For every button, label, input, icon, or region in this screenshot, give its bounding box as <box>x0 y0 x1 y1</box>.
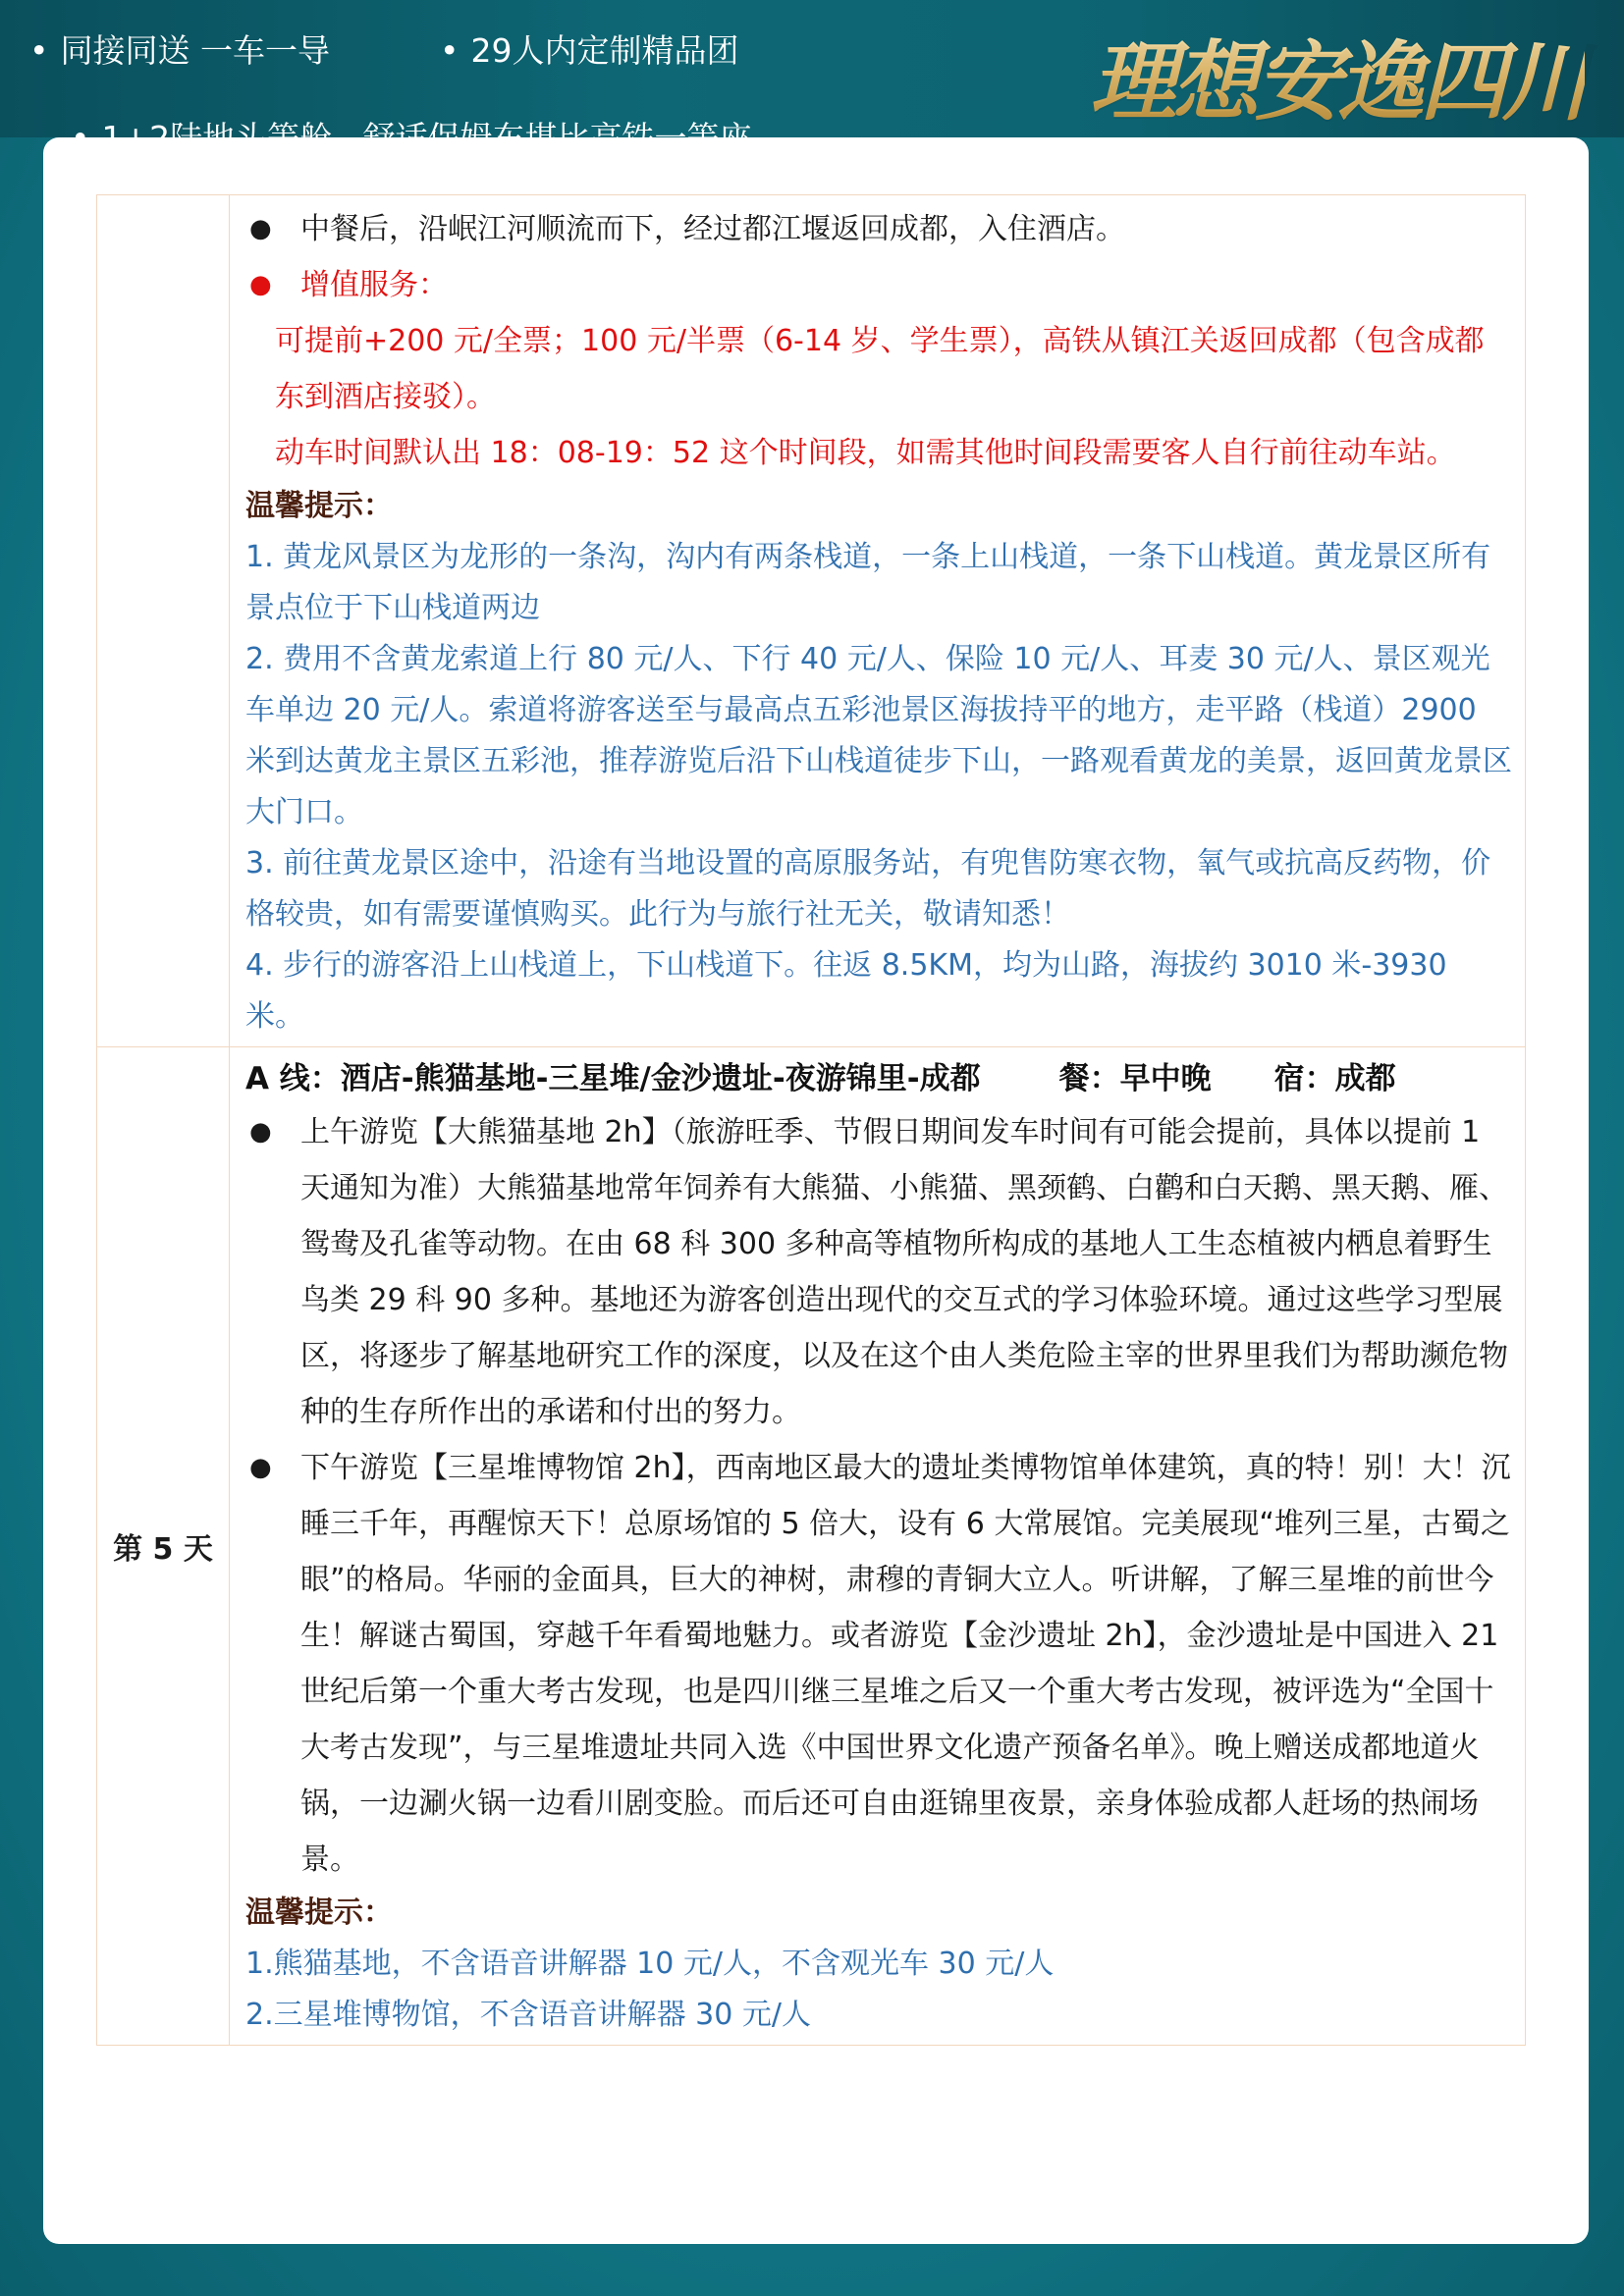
stay-text: 宿：成都 <box>1273 1061 1396 1096</box>
itinerary-card <box>43 137 1589 2244</box>
bullet-text: 下午游览【三星堆博物馆 2h】，西南地区最大的遗址类博物馆单体建筑，真的特！别！大！沉睡三千年，再醒惊天下！总原场馆的 5 倍大，设有 6 大常展馆。完美展现“堆列三星，古蜀之眼”的格局。华丽的金面具，巨大的神树，肃穆的青铜大立人。听讲解，了解三星堆的前世今生！解谜古蜀国，穿越千年看蜀地魅力。或者游览【金沙遗址 2h】，金沙遗址是中国进入 21 世纪后第一个重大考古发现，也是四川继三星堆之后又一个重大考古发现，被评选为“全国十大考古发现”，与三星堆遗址共同入选《中国世界文化遗产预备名单》。晚上赠送成都地道火锅，一边涮火锅一边看川剧变脸。而后还可自由逛锦里夜景，亲身体验成都人赶场的热闹场景。 <box>300 1451 1511 1877</box>
itinerary-table <box>96 194 1526 2046</box>
tips-title: 温馨提示： <box>245 1896 393 1930</box>
tips-title: 温馨提示： <box>245 489 393 523</box>
value-service-heading <box>245 257 1513 313</box>
value-service-text-2: 动车时间默认出 18：08-19：52 这个时间段，如需其他时间段需要客人自行前往动车站。 <box>275 436 1456 470</box>
table-row-day4-cont <box>97 195 1526 1047</box>
tip-item: 3. 前往黄龙景区途中，沿途有当地设置的高原服务站，有兜售防寒衣物，氧气或抗高反药物，价格较贵，如有需要谨慎购买。此行为与旅行社无关，敬请知悉！ <box>245 846 1491 932</box>
tip-item: 2. 费用不含黄龙索道上行 80 元/人、下行 40 元/人、保险 10 元/人、耳麦 30 元/人、景区观光车单边 20 元/人。索道将游客送至与最高点五彩池景区海拔持平的地方，走平路（栈道）2900 米到达黄龙主景区五彩池，推荐游览后沿下山栈道徒步下山，一路观看黄龙的美景，返回黄龙景区大门口。 <box>245 642 1512 829</box>
brand-title: 理想安逸四川 <box>1090 14 1585 137</box>
bullet-dot-icon: • <box>440 31 460 70</box>
table-row-day5 <box>97 1047 1526 2046</box>
day-label: 第 5 天 <box>97 1047 230 2046</box>
day5-content <box>230 1047 1526 2046</box>
day-cell-empty <box>97 195 230 1047</box>
list-item <box>245 1104 1513 1440</box>
value-service-title: 增值服务： <box>300 268 448 302</box>
tip-item: 4. 步行的游客沿上山栈道上，下山栈道下。往返 8.5KM，均为山路，海拔约 3010 米-3930 米。 <box>245 948 1447 1034</box>
bullet-icon: ● <box>249 1453 272 1482</box>
header-text: 29人内定制精品团 <box>470 31 739 70</box>
day4-content <box>230 195 1526 1047</box>
header-line-1-right <box>440 26 738 72</box>
bullet-icon: ● <box>249 1117 272 1147</box>
header-banner <box>0 0 1624 137</box>
value-service-text-1: 可提前+200 元/全票；100 元/半票（6-14 岁、学生票），高铁从镇江关返回成都（包含成都东到酒店接驳）。 <box>275 324 1485 414</box>
route-text: A 线：酒店-熊猫基地-三星堆/金沙遗址-夜游锦里-成都 <box>245 1061 981 1096</box>
tip-item: 1. 黄龙风景区为龙形的一条沟，沟内有两条栈道，一条上山栈道，一条下山栈道。黄龙景区所有景点位于下山栈道两边 <box>245 540 1491 625</box>
list-item <box>245 201 1513 257</box>
bullet-text: 中餐后，沿岷江河顺流而下，经过都江堰返回成都，入住酒店。 <box>300 212 1125 246</box>
list-item <box>245 1440 1513 1888</box>
bullet-icon: ● <box>249 270 272 299</box>
tip-item: 1.熊猫基地，不含语音讲解器 10 元/人，不含观光车 30 元/人 <box>245 1947 1055 1981</box>
bullet-icon: ● <box>249 214 272 243</box>
header-text: 同接同送 一车一导 <box>60 31 330 70</box>
header-line-1-left <box>29 26 330 72</box>
bullet-text: 上午游览【大熊猫基地 2h】（旅游旺季、节假日期间发车时间有可能会提前，具体以提前 1 天通知为准）大熊猫基地常年饲养有大熊猫、小熊猫、黑颈鹤、白鹳和白天鹅、黑天鹅、雁、鸳鸯及孔雀等动物。在由 68 科 300 多种高等植物所构成的基地人工生态植被内栖息着野生鸟类 29 科 90 多种。基地还为游客创造出现代的交互式的学习体验环境。通过这些学习型展区，将逐步了解基地研究工作的深度，以及在这个由人类危险主宰的世界里我们为帮助濒危物种的生存所作出的承诺和付出的努力。 <box>300 1115 1508 1429</box>
meals-text: 餐：早中晚 <box>1058 1061 1212 1096</box>
bullet-dot-icon: • <box>29 31 49 70</box>
tip-item: 2.三星堆博物馆，不含语音讲解器 30 元/人 <box>245 1998 811 2032</box>
day5-title <box>245 1053 1513 1104</box>
